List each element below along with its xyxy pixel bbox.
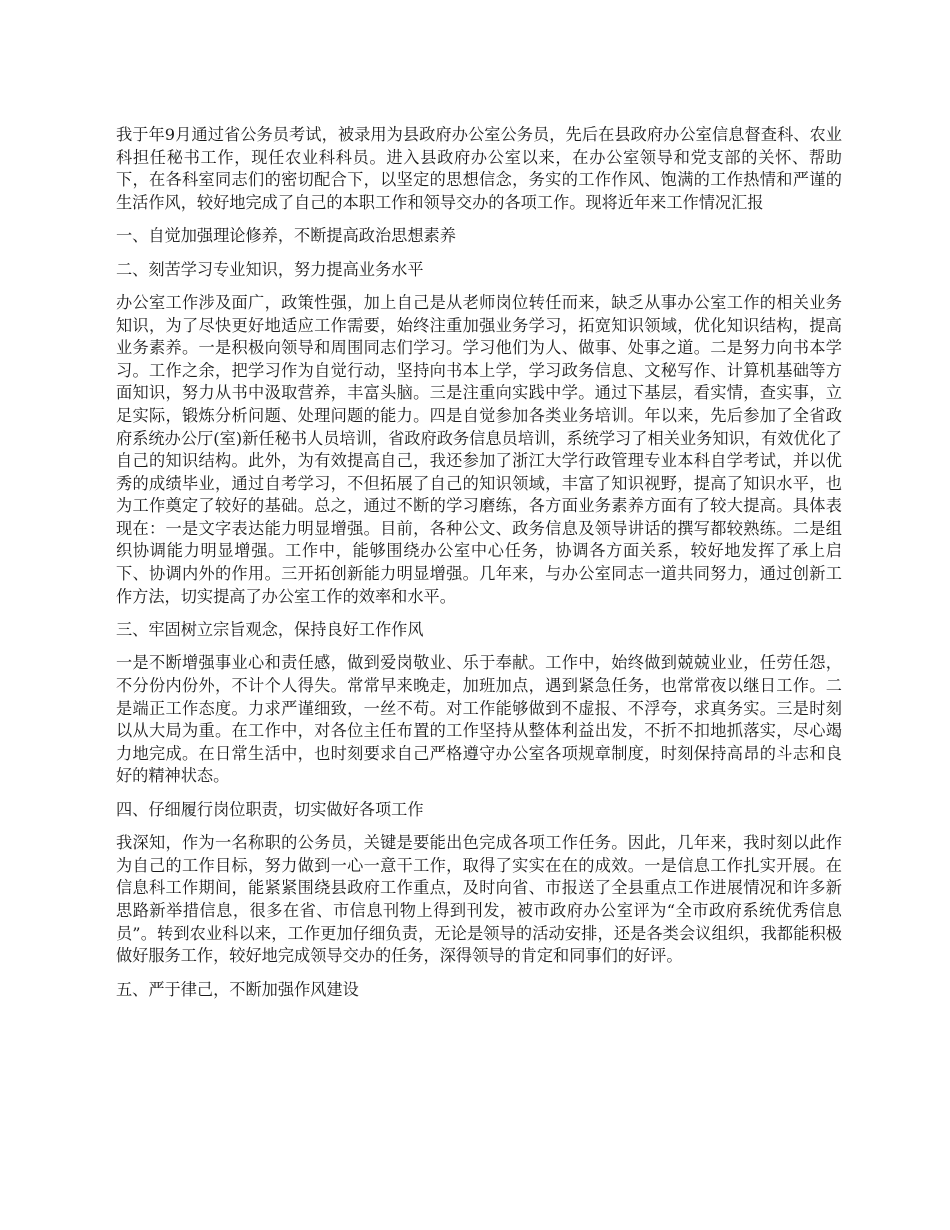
section-heading-3: 三、牢固树立宗旨观念，保持良好工作作风	[116, 620, 424, 640]
section-heading-4: 四、仔细履行岗位职责，切实做好各项工作	[116, 799, 424, 819]
section-heading-1: 一、自觉加强理论修养，不断提高政治思想素养	[116, 226, 456, 246]
section-heading-2: 二、刻苦学习专业知识，努力提高业务水平	[116, 259, 424, 279]
document-page	[116, 124, 842, 1012]
section-heading-5: 五、严于律己，不断加强作风建设	[116, 979, 359, 999]
section-body-3: 一是不断增强事业心和责任感，做到爱岗敬业、乐于奉献。工作中，始终做到兢兢业业，任劳任怨，不分份内份外，不计个人得失。常常早来晚走，加班加点，遇到紧急任务，也常常夜以继日工作。二是端正工作态度。力求严谨细致，一丝不苟。对工作能够做到不虚报、不浮夸，求真务实。三是时刻以从大局为重。在工作中，对各位主任布置的工作坚持从整体利益出发，不折不扣地抓落实，尽心竭力地完成。在日常生活中，也时刻要求自己严格遵守办公室各项规章制度，时刻保持高昂的斗志和良好的精神状态。	[116, 653, 842, 786]
section-body-4: 我深知，作为一名称职的公务员，关键是要能出色完成各项工作任务。因此，几年来，我时刻以此作为自己的工作目标，努力做到一心一意干工作，取得了实实在在的成效。一是信息工作扎实开展。在信息科工作期间，能紧紧围绕县政府工作重点，及时向省、市报送了全县重点工作进展情况和许多新思路新举措信息，很多在省、市信息刊物上得到刊发，被市政府办公室评为“全市政府系统优秀信息员”。转到农业科以来，工作更加仔细负责，无论是领导的活动安排，还是各类会议组织，我都能积极做好服务工作，较好地完成领导交办的任务，深得领导的肯定和同事们的好评。	[116, 833, 842, 966]
intro-paragraph: 我于年9月通过省公务员考试，被录用为县政府办公室公务员，先后在县政府办公室信息督查科、农业科担任秘书工作，现任农业科科员。进入县政府办公室以来，在办公室领导和党支部的关怀、帮助下，在各科室同志们的密切配合下，以坚定的思想信念，务实的工作作风、饱满的工作热情和严谨的生活作风，较好地完成了自己的本职工作和领导交办的各项工作。现将近年来工作情况汇报	[116, 125, 842, 212]
section-body-2: 办公室工作涉及面广，政策性强，加上自己是从老师岗位转任而来，缺乏从事办公室工作的相关业务知识，为了尽快更好地适应工作需要，始终注重加强业务学习，拓宽知识领域，优化知识结构，提高业务素养。一是积极向领导和周围同志们学习。学习他们为人、做事、处事之道。二是努力向书本学习。工作之余，把学习作为自觉行动，坚持向书本上学，学习政务信息、文秘写作、计算机基础等方面知识，努力从书中汲取营养，丰富头脑。三是注重向实践中学。通过下基层，看实情，查实事，立足实际，锻炼分析问题、处理问题的能力。四是自觉参加各类业务培训。年以来，先后参加了全省政府系统办公厅(室)新任秘书人员培训，省政府政务信息员培训，系统学习了相关业务知识，有效优化了自己的知识结构。此外，为有效提高自己，我还参加了浙江大学行政管理专业本科自学考试，并以优秀的成绩毕业，通过自考学习，不但拓展了自己的知识领域，丰富了知识视野，提高了知识水平，也为工作奠定了较好的基础。总之，通过不断的学习磨练，各方面业务素养方面有了较大提高。具体表现在：一是文字表达能力明显增强。目前，各种公文、政务信息及领导讲话的撰写都较熟练。二是组织协调能力明显增强。工作中，能够围绕办公室中心任务，协调各方面关系，较好地发挥了承上启下、协调内外的作用。三开拓创新能力明显增强。几年来，与办公室同志一道共同努力，通过创新工作方法，切实提高了办公室工作的效率和水平。	[116, 292, 842, 606]
